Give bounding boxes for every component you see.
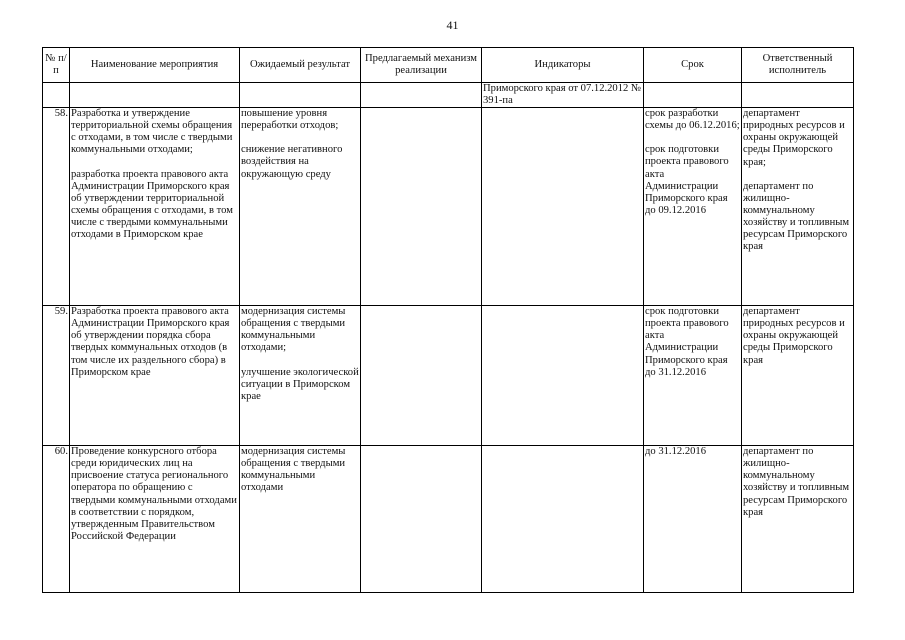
deadline-cell [644,446,742,593]
indicators-cell [482,108,644,306]
expected-result [240,306,361,446]
table-header-row [43,48,854,83]
measure-name-para: Разработка и утверждение территориальной схемы обращения с отходами, в том числе с твердыми коммунальными отходами; [71,108,233,156]
responsible-para: департамент природных ресурсов и охраны окружающей среды Приморского края; [743,108,845,168]
table-row [43,108,854,306]
measure-name [70,306,240,446]
measure-name-para: Разработка проекта правового акта Администрации Приморского края об утверждении порядка сбора твердых коммунальных отходов (в том числе их раздельного сбора) в Приморском крае [71,306,230,378]
header-indicators: Индикаторы [482,48,644,83]
measures-table [42,47,854,593]
expected-result [240,446,361,593]
expected-result-para: повышение уровня переработки отходов; [241,108,339,132]
responsible-cell [742,306,854,446]
responsible-para: департамент по жилищно-коммунальному хозяйству и топливным ресурсам Приморского края [743,180,850,253]
mechanism-cell [361,306,482,446]
indicators-cell [482,306,644,446]
table-row [43,306,854,446]
measure-name-para: разработка проекта правового акта Администрации Приморского края об утверждении территориальной схемы обращения с отходами, в том числе с твердыми коммунальными отходами в Приморском крае [71,168,233,241]
expected-result-para: снижение негативного воздействия на окружающую среду [241,144,343,180]
deadline-para: до 31.12.2016 [645,446,707,458]
deadline-para: срок подготовки проекта правового акта Администрации Приморского края до 09.12.2016 [645,144,729,216]
row-number: 58. [43,108,70,306]
deadline-para: срок разработки схемы до 06.12.2016; [645,108,740,132]
expected-result-para: модернизация системы обращения с твердыми коммунальными отходами [241,446,346,494]
header-name: Наименование мероприятия [70,48,240,83]
mechanism-cell [361,446,482,593]
header-result: Ожидаемый результат [240,48,361,83]
continuation-indicators: Приморского края от 07.12.2012 № 391-па [482,83,644,108]
responsible-para: департамент природных ресурсов и охраны окружающей среды Приморского края [743,306,845,366]
row-number: 60. [43,446,70,593]
indicators-cell [482,446,644,593]
mechanism-cell [361,108,482,306]
expected-result [240,108,361,306]
deadline-cell [644,306,742,446]
responsible-para: департамент по жилищно-коммунальному хозяйству и топливным ресурсам Приморского края [743,446,850,518]
continuation-row [43,83,854,108]
deadline-cell [644,108,742,306]
responsible-cell [742,446,854,593]
expected-result-para: улучшение экологической ситуации в Приморском крае [241,366,359,402]
measure-name [70,446,240,593]
table-row [43,446,854,593]
measure-name-para: Проведение конкурсного отбора среди юридических лиц на присвоение статуса регионального оператора по обращению с твердыми коммунальными отходами в соответствии с порядком, утвержденным Правительством Российской Федерации [71,446,237,542]
row-number: 59. [43,306,70,446]
responsible-cell [742,108,854,306]
header-mechanism: Предлагаемый механизм реализации [361,48,482,83]
header-responsible: Ответственный исполнитель [742,48,854,83]
page-number: 41 [446,18,459,32]
deadline-para: срок подготовки проекта правового акта Администрации Приморского края до 31.12.2016 [645,306,729,378]
measure-name [70,108,240,306]
expected-result-para: модернизация системы обращения с твердыми коммунальными отходами; [241,306,346,354]
header-deadline: Срок [644,48,742,83]
header-num: № п/п [43,48,70,83]
